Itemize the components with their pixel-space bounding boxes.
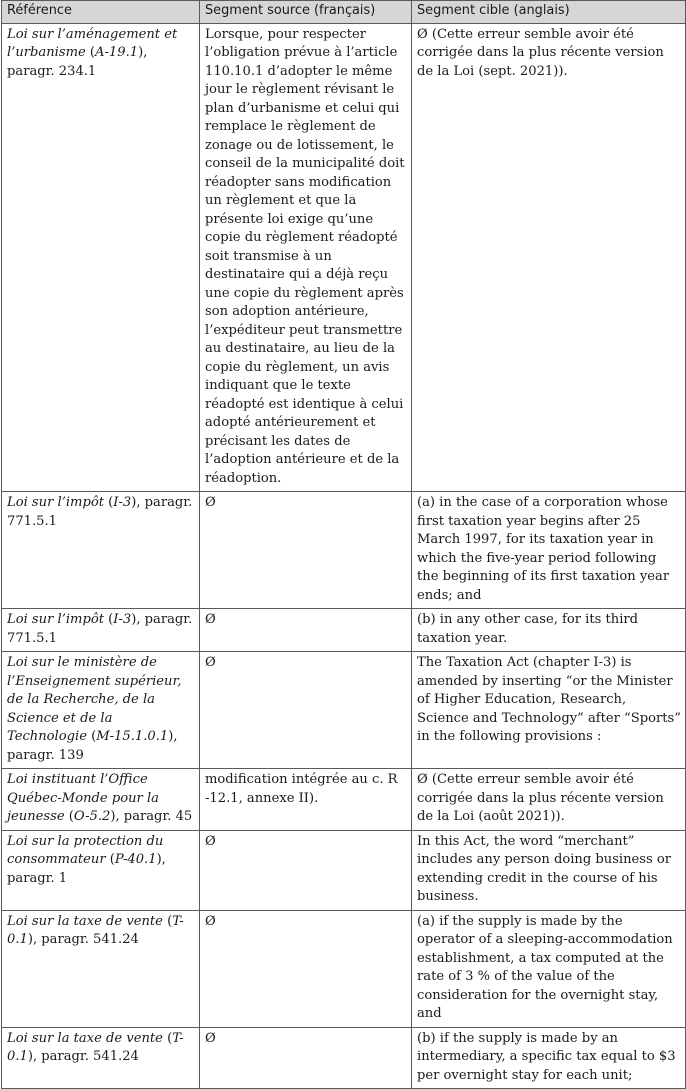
- source-segment-cell: modification intégrée au c. R -12.1, annexe II).: [200, 769, 412, 831]
- paragraph-ref: , paragr. 139: [7, 729, 178, 763]
- law-code: I-3: [113, 495, 132, 510]
- header-reference: Référence: [2, 1, 200, 24]
- law-code: O-5.2: [73, 809, 111, 824]
- law-title: Loi sur la taxe de vente: [7, 913, 163, 929]
- table-row: [2, 910, 686, 1027]
- law-code: A-19.1: [95, 45, 139, 60]
- paragraph-ref: , paragr. 234.1: [7, 45, 148, 79]
- law-title: Loi sur la taxe de vente: [7, 1030, 163, 1046]
- law-code: I-3: [113, 612, 132, 627]
- table-row: [2, 609, 686, 652]
- law-code: P-40.1: [114, 852, 157, 867]
- law-title: Loi sur la protection du consommateur: [7, 833, 164, 867]
- target-segment-cell: The Taxation Act (chapter I-3) is amended by inserting “or the Minister of Higher Education, Research, Science and Technology” after “Sports” in the following provisions :: [412, 652, 686, 769]
- reference-cell: Loi sur la taxe de vente (T-0.1), paragr. 541.24: [2, 1027, 200, 1089]
- source-segment-cell: Ø: [200, 652, 412, 769]
- paragraph-ref: , paragr. 771.5.1: [7, 495, 193, 529]
- law-title: Loi instituant l’Office Québec-Monde pour la jeunesse: [7, 772, 159, 824]
- table-row: [2, 492, 686, 609]
- law-code: M-15.1.0.1: [96, 729, 169, 744]
- source-segment-cell: Ø: [200, 830, 412, 910]
- target-segment-cell: Ø (Cette erreur semble avoir été corrigée dans la plus récente version de la Loi (août 2021)).: [412, 769, 686, 831]
- source-segment-cell: Ø: [200, 1027, 412, 1089]
- reference-cell: Loi sur le ministère de l’Enseignement supérieur, de la Recherche, de la Science et de la Technologie (M-15.1.0.1), paragr. 139: [2, 652, 200, 769]
- source-segment-cell: Lorsque, pour respecter l’obligation prévue à l’article 110.10.1 d’adopter le même jour le règlement révisant le plan d’urbanisme et celui qui remplace le règlement de zonage ou de lotissement, le conseil de la municipalité doit réadopter sans modification un règlement et que la présente loi exige qu’une copie du règlement réadopté soit transmise à un destinataire qui a déjà reçu une copie du règlement après son adoption antérieure, l’expéditeur peut transmettre au destinataire, au lieu de la copie du règlement, un avis indiquant que le texte réadopté est identique à celui adopté antérieurement et précisant les dates de l’adoption antérieure et de la réadoption.: [200, 23, 412, 492]
- source-segment-cell: Ø: [200, 910, 412, 1027]
- paragraph-ref: , paragr. 771.5.1: [7, 612, 193, 646]
- paragraph-ref: , paragr. 541.24: [32, 1049, 139, 1064]
- law-code: T-0.1: [7, 1030, 184, 1064]
- reference-cell: Loi sur l’impôt (I-3), paragr. 771.5.1: [2, 492, 200, 609]
- header-source-segment: Segment source (français): [200, 1, 412, 24]
- paragraph-ref: , paragr. 541.24: [32, 932, 139, 947]
- source-segment-cell: Ø: [200, 492, 412, 609]
- law-title: Loi sur l’aménagement et l’urbanisme: [7, 26, 178, 60]
- law-code: T-0.1: [7, 913, 184, 947]
- reference-cell: Loi sur l’impôt (I-3), paragr. 771.5.1: [2, 609, 200, 652]
- reference-cell: Loi sur l’aménagement et l’urbanisme (A-19.1), paragr. 234.1: [2, 23, 200, 492]
- target-segment-cell: (b) if the supply is made by an intermediary, a specific tax equal to $3 per overnight stay for each unit;: [412, 1027, 686, 1089]
- target-segment-cell: (a) if the supply is made by the operator of a sleeping-accommodation establishment, a tax computed at the rate of 3 % of the value of the consideration for the overnight stay, and: [412, 910, 686, 1027]
- target-segment-cell: (b) in any other case, for its third taxation year.: [412, 609, 686, 652]
- law-title: Loi sur l’impôt: [7, 612, 104, 627]
- table-row: [2, 830, 686, 910]
- table-row: [2, 652, 686, 769]
- table-row: [2, 769, 686, 831]
- source-segment-cell: Ø: [200, 609, 412, 652]
- translation-error-table: [1, 0, 686, 1089]
- reference-cell: Loi sur la taxe de vente (T-0.1), paragr. 541.24: [2, 910, 200, 1027]
- target-segment-cell: (a) in the case of a corporation whose first taxation year begins after 25 March 1997, for its taxation year in which the five-year period following the beginning of its first taxation year ends; and: [412, 492, 686, 609]
- reference-cell: Loi instituant l’Office Québec-Monde pour la jeunesse (O-5.2), paragr. 45: [2, 769, 200, 831]
- reference-cell: Loi sur la protection du consommateur (P-40.1), paragr. 1: [2, 830, 200, 910]
- table-header-row: [2, 1, 686, 24]
- header-target-segment: Segment cible (anglais): [412, 1, 686, 24]
- table-row: [2, 1027, 686, 1089]
- law-title: Loi sur le ministère de l’Enseignement supérieur, de la Recherche, de la Science et de la Technologie: [7, 655, 182, 744]
- table-row: [2, 23, 686, 492]
- target-segment-cell: In this Act, the word “merchant” includes any person doing business or extending credit in the course of his business.: [412, 830, 686, 910]
- law-title: Loi sur l’impôt: [7, 495, 104, 510]
- target-segment-cell: Ø (Cette erreur semble avoir été corrigée dans la plus récente version de la Loi (sept. 2021)).: [412, 23, 686, 492]
- paragraph-ref: , paragr. 1: [7, 852, 166, 886]
- paragraph-ref: , paragr. 45: [115, 809, 193, 824]
